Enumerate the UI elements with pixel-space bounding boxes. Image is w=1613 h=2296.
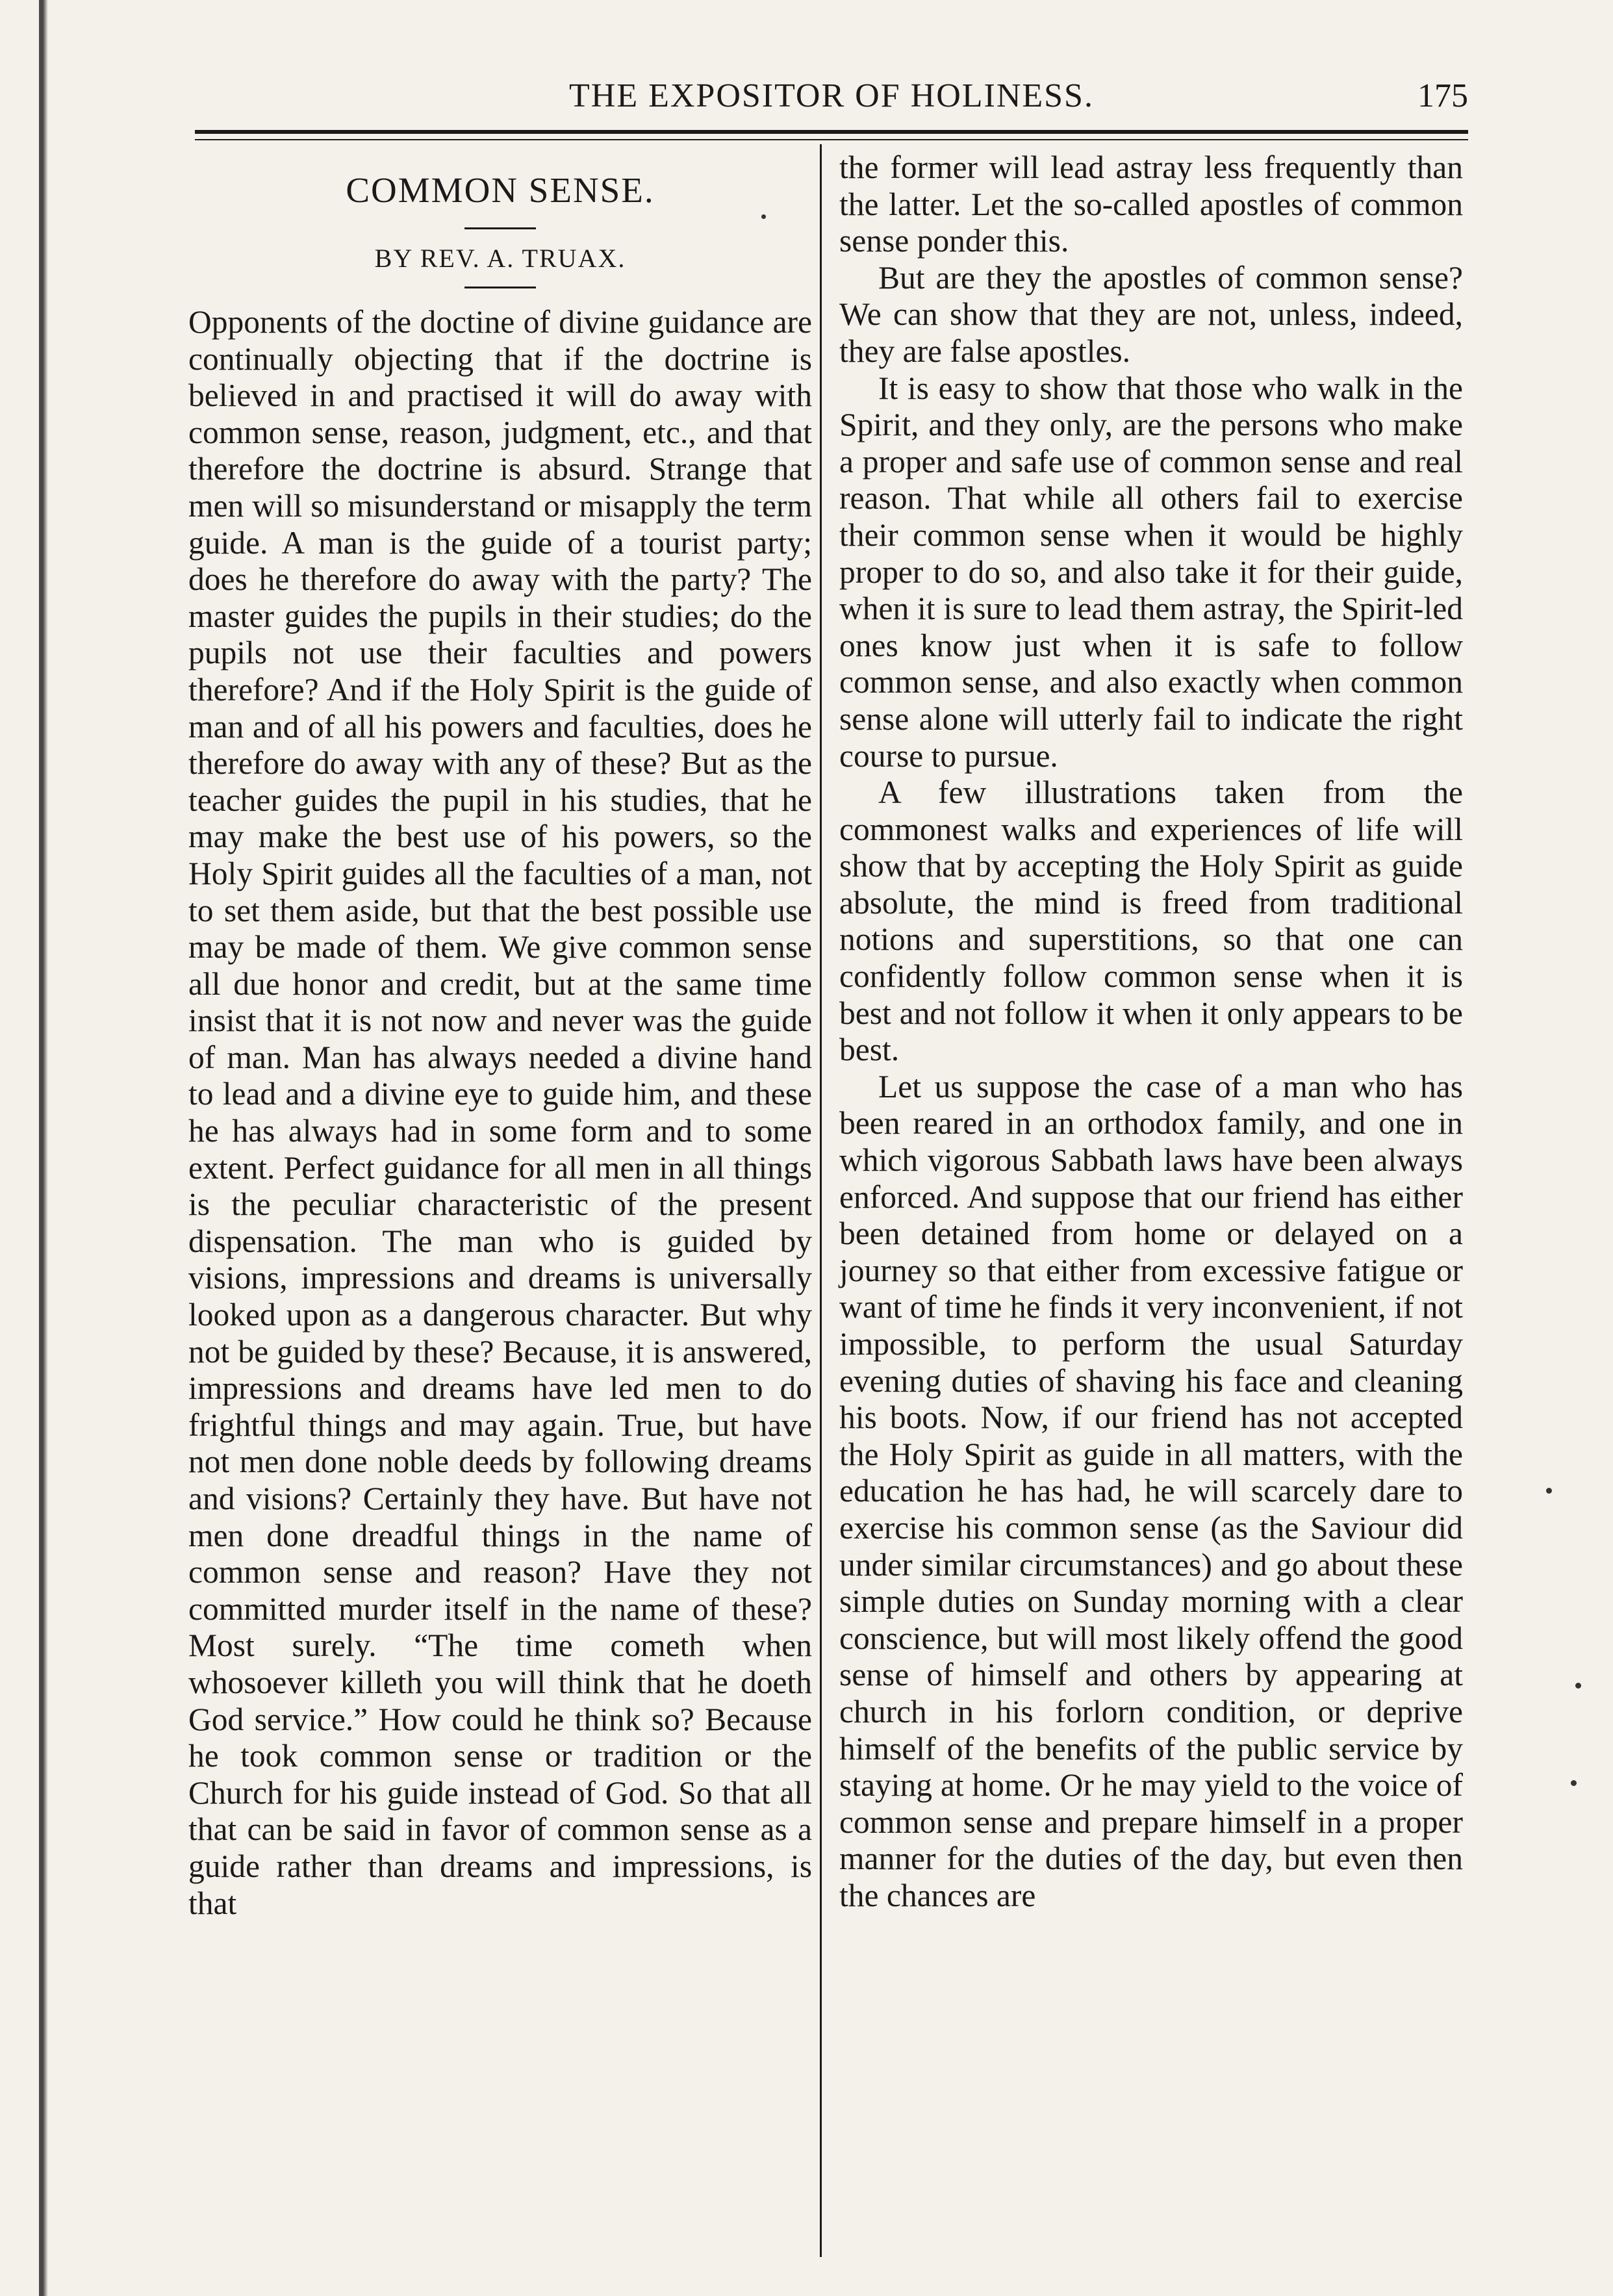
article-title: COMMON SENSE. <box>346 170 655 210</box>
print-speck <box>761 214 766 219</box>
paragraph: But are they the apostles of common sense? We can show that they are not, unless, indeed, they are false apostles. <box>839 259 1463 369</box>
column-divider <box>820 144 822 2257</box>
paragraph: Opponents of the doctine of divine guidance are continually objecting that if the doctrine is believed in and practised it will do away with common sense, reason, judgment, etc., and that therefore the doctrine is absurd. Strange that men will so misunderstand or misapply the term guide. A man is the guide of a tourist party; does he therefore do away with the party? The master guides the pupils in their studies; do the pupils not use their faculties and powers therefore? And if the Holy Spirit is the guide of man and of all his powers and faculties, does he therefore do away with any of these? But as the teacher guides the pupil in his studies, that he may make the best use of his powers, so the Holy Spirit guides all the faculties of a man, not to set them aside, but that the best possible use may be made of them. We give common sense all due honor and credit, but at the same time insist that it is not now and never was the guide of man. Man has always needed a divine hand to lead and a divine eye to guide him, and these he has always had in some form and to some extent. Perfect guidance for all men in all things is the peculiar characteristic of the present dispensation. The man who is guided by visions, impressions and dreams is universally looked upon as a dangerous character. But why not be guided by these? Because, it is answered, impressions and dreams have led men to do frightful things and may again. True, but have not men done noble deeds by following dreams and visions? Certainly they have. But have not men done dreadful things in the name of common sense and reason? Have they not committed murder itself in the name of these? Most surely. “The time cometh when whosoever killeth you will think that he doeth God service.” How could he think so? Because he took common sense or tradition or the Church for his guide instead of God. So that all that can be said in favor of common sense as a guide rather than dreams and impressions, is that <box>188 304 812 1921</box>
header-rule-thin <box>195 139 1468 140</box>
paragraph: A few illustrations taken from the commonest walks and experiences of life will show that by accepting the Holy Spirit as guide absolute, the mind is freed from traditional notions and superstitions, so that one can confidently follow common sense when it is best and not follow it when it only appears to be best. <box>839 774 1463 1068</box>
page-binding-edge <box>39 0 48 2296</box>
byline-rule <box>464 287 536 288</box>
article-byline: BY REV. A. TRUAX. <box>374 244 626 273</box>
running-title: THE EXPOSITOR OF HOLINESS. <box>569 77 1094 114</box>
running-header <box>195 77 1468 123</box>
page-number: 175 <box>1417 77 1468 114</box>
print-speck <box>1575 1683 1581 1689</box>
print-speck <box>1571 1780 1577 1786</box>
paragraph: the former will lead astray less frequently than the latter. Let the so-called apostles of common sense ponder this. <box>839 149 1463 259</box>
right-column <box>839 149 1463 1915</box>
title-rule <box>464 227 536 229</box>
left-column <box>188 149 812 1922</box>
print-speck <box>1546 1488 1552 1494</box>
paragraph: It is easy to show that those who walk in the Spirit, and they only, are the persons who make a proper and safe use of common sense and real reason. That while all others fail to exercise their common sense when it would be highly proper to do so, and also take it for their guide, when it is sure to lead them astray, the Spirit-led ones know just when it is safe to follow common sense, and also exactly when common sense alone will utterly fail to indicate the right course to pursue. <box>839 370 1463 774</box>
paragraph: Let us suppose the case of a man who has been reared in an orthodox family, and one in which vigorous Sabbath laws have been always enforced. And suppose that our friend has either been detained from home or delayed on a journey so that either from excessive fatigue or want of time he finds it very inconvenient, if not impossible, to perform the usual Saturday evening duties of shaving his face and cleaning his boots. Now, if our friend has not accepted the Holy Spirit as guide in all matters, with the education he has had, he will scarcely dare to exercise his common sense (as the Saviour did under similar circumstances) and go about these simple duties on Sunday morning with a clear conscience, but will most likely offend the good sense of himself and others by appearing at church in his forlorn condition, or deprive himself of the benefits of the public service by staying at home. Or he may yield to the voice of common sense and prepare himself in a proper manner for the duties of the day, but even then the chances are <box>839 1068 1463 1913</box>
header-rule-thick <box>195 130 1468 134</box>
